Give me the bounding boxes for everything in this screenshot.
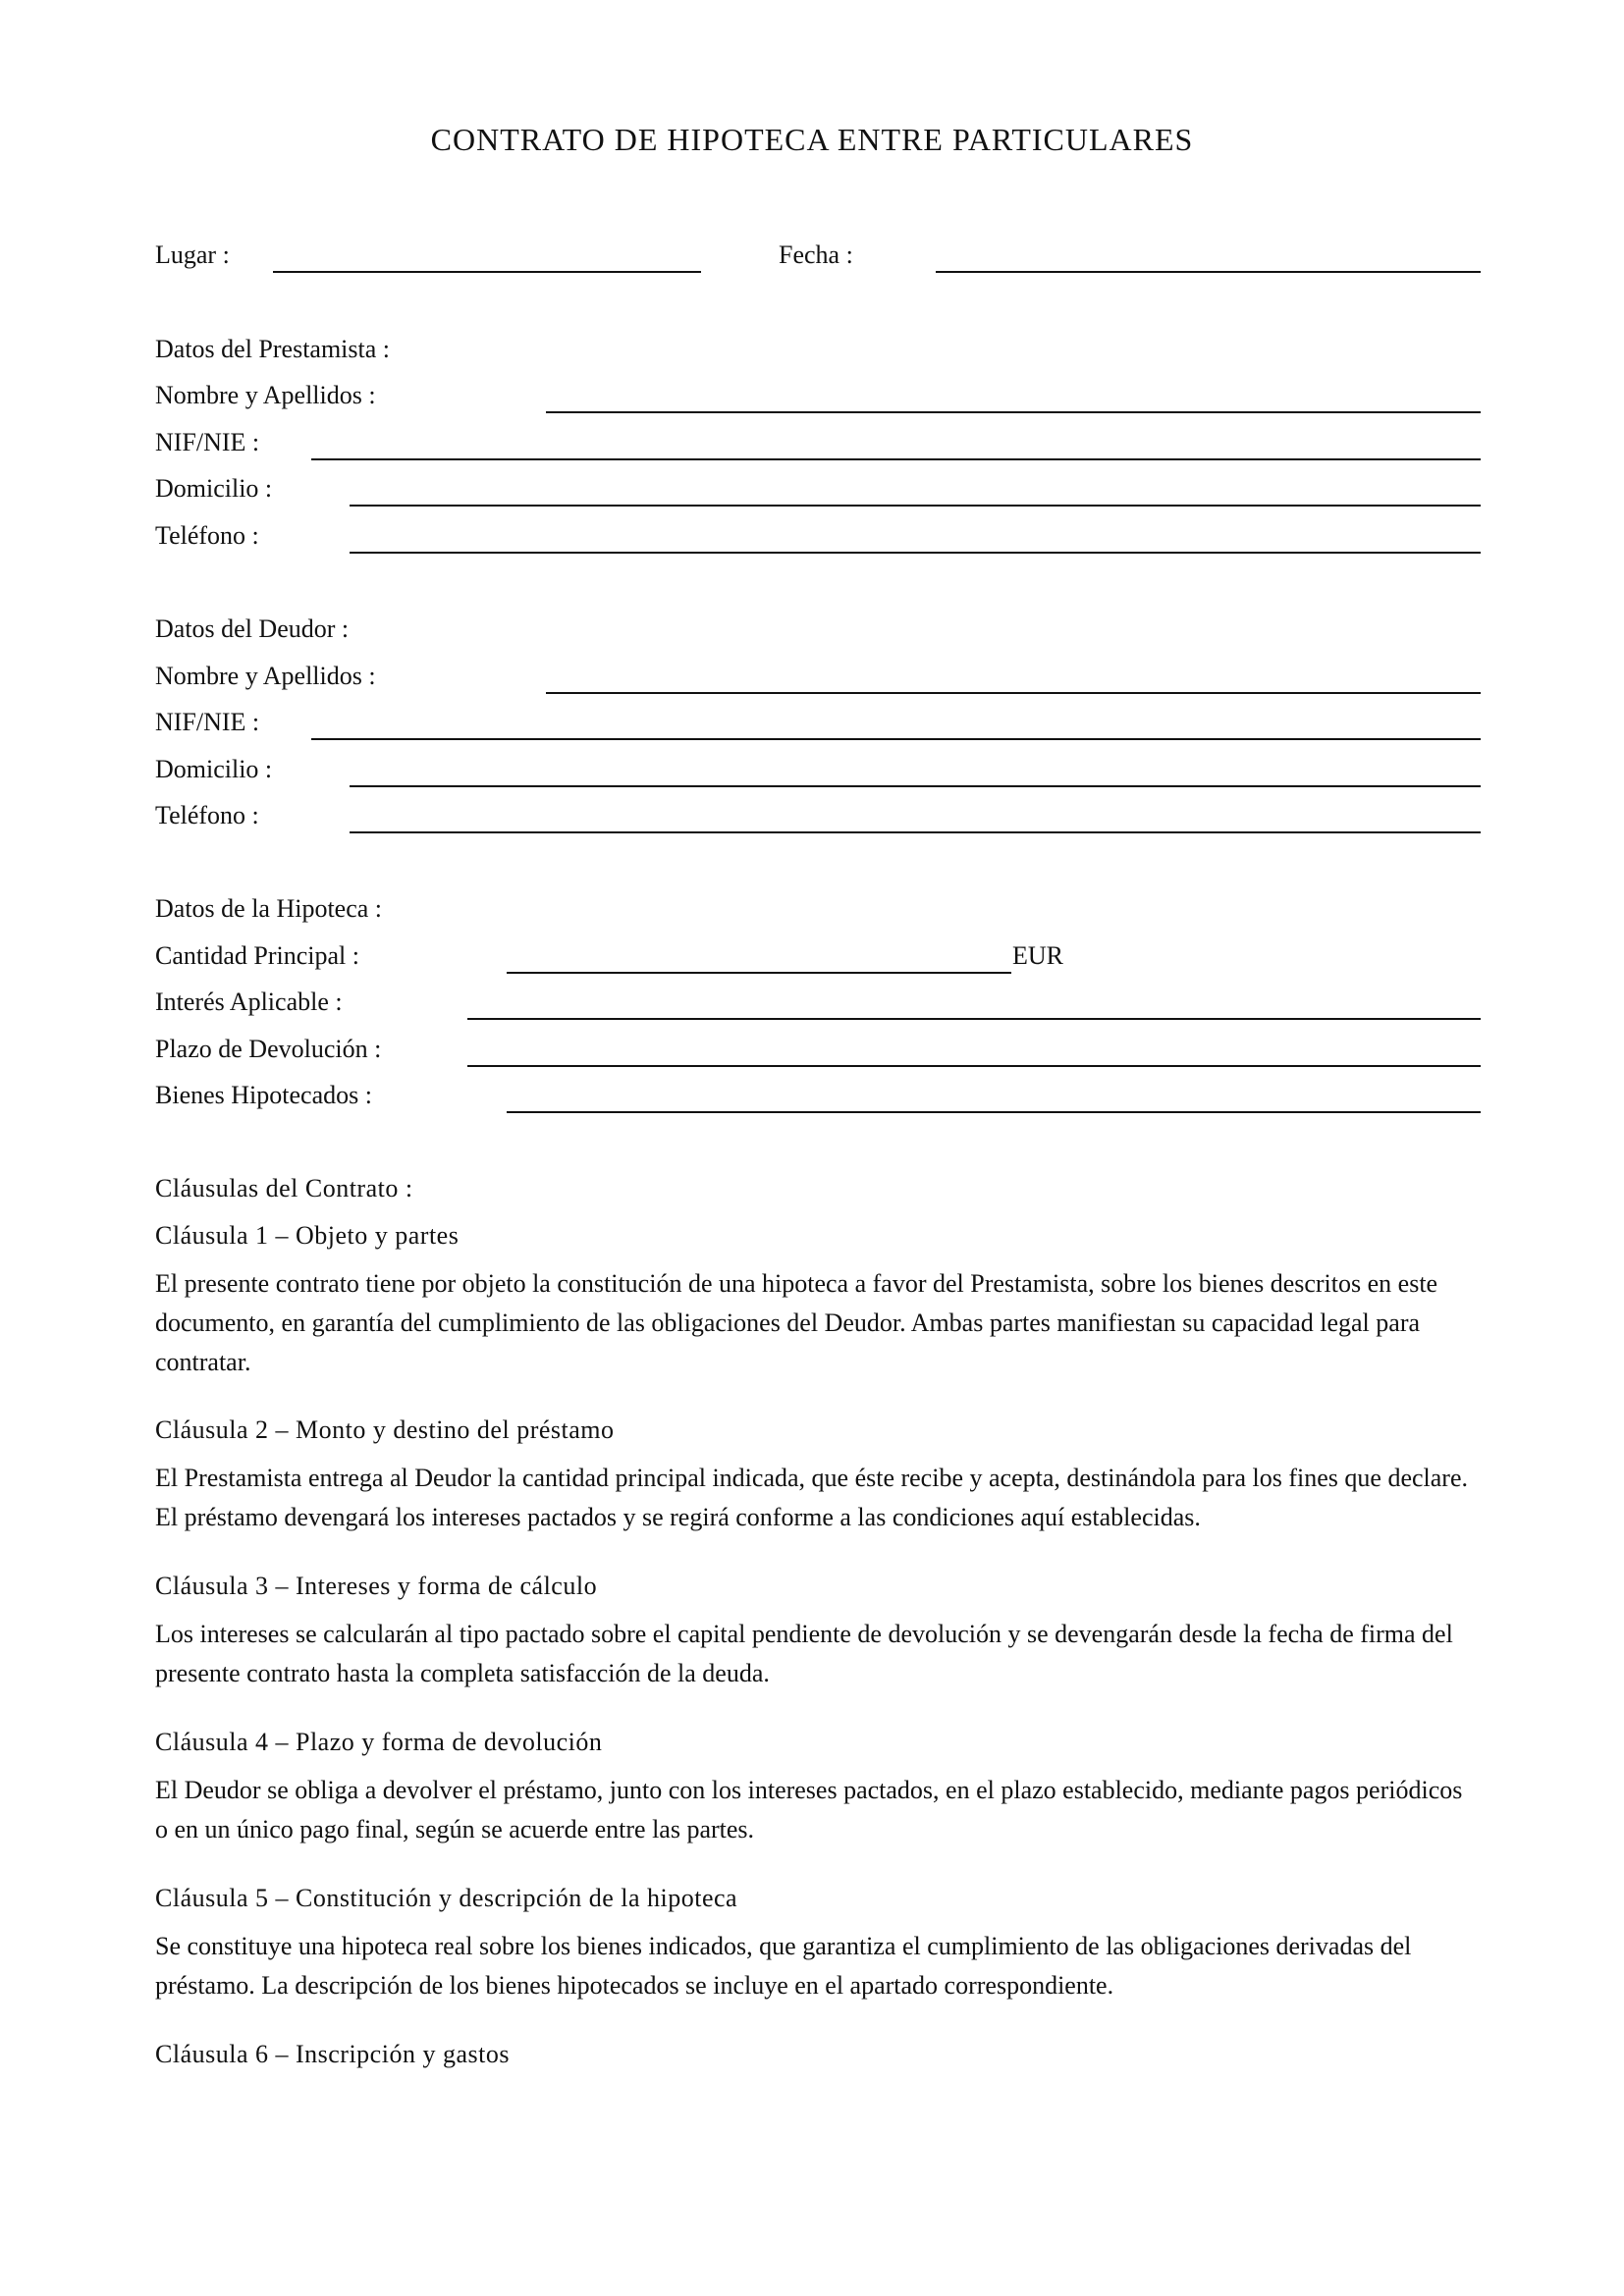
debtor-address-field[interactable] — [350, 785, 1481, 787]
debtor-name-field[interactable] — [546, 692, 1481, 694]
clause-title: Cláusula 3 – Intereses y forma de cálculo — [155, 1572, 598, 1600]
debtor-address-label: Domicilio : — [155, 755, 273, 783]
lender-heading: Datos del Prestamista : — [155, 335, 391, 363]
assets-field[interactable] — [507, 1111, 1481, 1113]
debtor-id-label: NIF/NIE : — [155, 708, 260, 736]
clause-body: El Prestamista entrega al Deudor la cantidad principal indicada, que éste recibe y acepta, destinándola para los fines que declare. El préstamo devengará los intereses pactados y se regirá conforme a las condiciones aquí establecidas. — [155, 1464, 1468, 1531]
lender-address-field[interactable] — [350, 505, 1481, 507]
clause-title: Cláusula 4 – Plazo y forma de devolución — [155, 1728, 603, 1756]
lender-id-label: NIF/NIE : — [155, 428, 260, 456]
debtor-heading: Datos del Deudor : — [155, 614, 350, 643]
principal-field[interactable] — [507, 972, 1011, 974]
place-label: Lugar : — [155, 240, 230, 269]
lender-phone-label: Teléfono : — [155, 521, 259, 550]
lender-address-label: Domicilio : — [155, 474, 273, 503]
interest-field[interactable] — [467, 1018, 1481, 1020]
debtor-phone-field[interactable] — [350, 831, 1481, 833]
clause-title: Cláusula 2 – Monto y destino del préstamo — [155, 1415, 615, 1444]
lender-id-field[interactable] — [311, 458, 1481, 460]
debtor-name-label: Nombre y Apellidos : — [155, 662, 376, 690]
clause-title: Cláusula 1 – Objeto y partes — [155, 1221, 460, 1250]
debtor-phone-label: Teléfono : — [155, 801, 259, 829]
assets-label: Bienes Hipotecados : — [155, 1081, 372, 1109]
date-label: Fecha : — [779, 240, 853, 269]
term-field[interactable] — [467, 1065, 1481, 1067]
clause-title: Cláusula 5 – Constitución y descripción de la hipoteca — [155, 1884, 738, 1912]
interest-label: Interés Aplicable : — [155, 988, 343, 1016]
clause-title: Cláusula 6 – Inscripción y gastos — [155, 2040, 510, 2068]
clauses-heading: Cláusulas del Contrato : — [155, 1174, 413, 1202]
place-field[interactable] — [273, 271, 701, 273]
currency-label: EUR — [1012, 941, 1063, 970]
mortgage-heading: Datos de la Hipoteca : — [155, 894, 383, 923]
clause-body: El presente contrato tiene por objeto la constitución de una hipoteca a favor del Prestamista, sobre los bienes descritos en este documento, en garantía del cumplimiento de las obligaciones del Deudor. Ambas partes manifiestan su capacidad legal para contratar. — [155, 1269, 1438, 1376]
lender-name-field[interactable] — [546, 411, 1481, 413]
debtor-id-field[interactable] — [311, 738, 1481, 740]
lender-name-label: Nombre y Apellidos : — [155, 381, 376, 409]
clause-body: Se constituye una hipoteca real sobre los bienes indicados, que garantiza el cumplimiento de las obligaciones derivadas del préstamo. La descripción de los bienes hipotecados se incluye en el apartado correspondiente. — [155, 1932, 1412, 2000]
principal-label: Cantidad Principal : — [155, 941, 359, 970]
lender-phone-field[interactable] — [350, 552, 1481, 554]
term-label: Plazo de Devolución : — [155, 1035, 382, 1063]
date-field[interactable] — [936, 271, 1481, 273]
document-title: CONTRATO DE HIPOTECA ENTRE PARTICULARES — [430, 122, 1194, 157]
clause-body: El Deudor se obliga a devolver el préstamo, junto con los intereses pactados, en el plazo establecido, mediante pagos periódicos o en un único pago final, según se acuerde entre las partes. — [155, 1776, 1463, 1843]
clause-body: Los intereses se calcularán al tipo pactado sobre el capital pendiente de devolución y se devengarán desde la fecha de firma del presente contrato hasta la completa satisfacción de la deuda. — [155, 1620, 1453, 1687]
